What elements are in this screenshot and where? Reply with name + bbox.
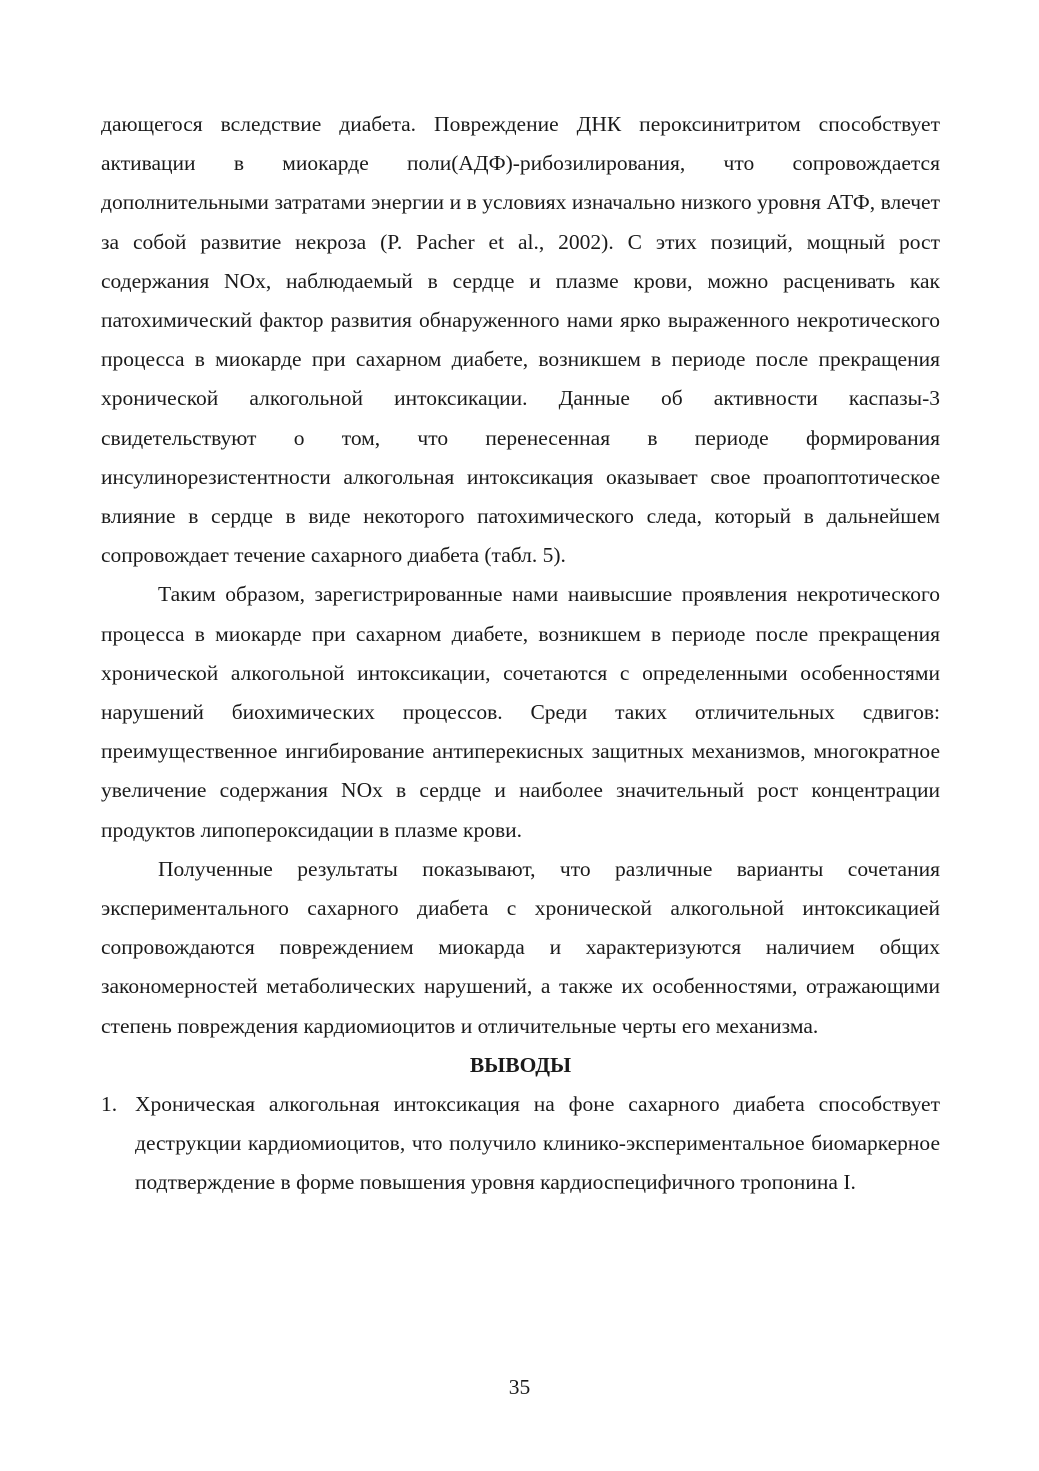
conclusions-list (101, 1085, 940, 1203)
page-number: 35 (508, 1375, 531, 1399)
page-body (101, 105, 940, 1203)
paragraph-2: Таким образом, зарегистрированные нами наивысшие проявления некротического процесса в миокарде при сахарном диабете, возникшем в периоде после прекращения хронической алкогольной интоксикации, сочетаются с определенными особенностями нарушений биохимических процессов. Среди таких отличительных сдвигов: преимущественное ингибирование антиперекисных защитных механизмов, многократное увеличение содержания NOx в сердце и наиболее значительный рост концентрации продуктов липопероксидации в плазме крови. (101, 582, 940, 842)
conclusion-item (101, 1085, 940, 1203)
paragraph-1: дающегося вследствие диабета. Повреждение ДНК пероксинитритом способствует активации в миокарде поли(АДФ)-рибозилирования, что сопровождается дополнительными затратами энергии и в условиях изначально низкого уровня АТФ, влечет за собой развитие некроза (P. Pacher et al., 2002). С этих позиций, мощный рост содержания NOx, наблюдаемый в сердце и плазме крови, можно расценивать как патохимический фактор развития обнаруженного нами ярко выраженного некротического процесса в миокарде при сахарном диабете, возникшем в периоде после прекращения хронической алкогольной интоксикации. Данные об активности каспазы-3 свидетельствуют о том, что перенесенная в периоде формирования инсулинорезистентности алкогольная интоксикация оказывает свое проапоптотическое влияние в сердце в виде некоторого патохимического следа, который в дальнейшем сопровождает течение сахарного диабета (табл. 5). (101, 112, 940, 568)
conclusion-number: 1. (101, 1092, 118, 1117)
paragraph-3: Полученные результаты показывают, что различные варианты сочетания экспериментального сахарного диабета с хронической алкогольной интоксикацией сопровождаются повреждением миокарда и характеризуются наличием общих закономерностей метаболических нарушений, а также их особенностями, отражающими степень повреждения кардиомиоцитов и отличительные черты его механизма. (101, 856, 940, 1038)
conclusion-text: Хроническая алкогольная интоксикация на фоне сахарного диабета способствует деструкции кардиомиоцитов, что получило клинико-экспериментальное биомаркерное подтверждение в форме повышения уровня кардиоспецифичного тропонина I. (135, 1092, 940, 1195)
conclusions-heading: ВЫВОДЫ (469, 1052, 572, 1077)
